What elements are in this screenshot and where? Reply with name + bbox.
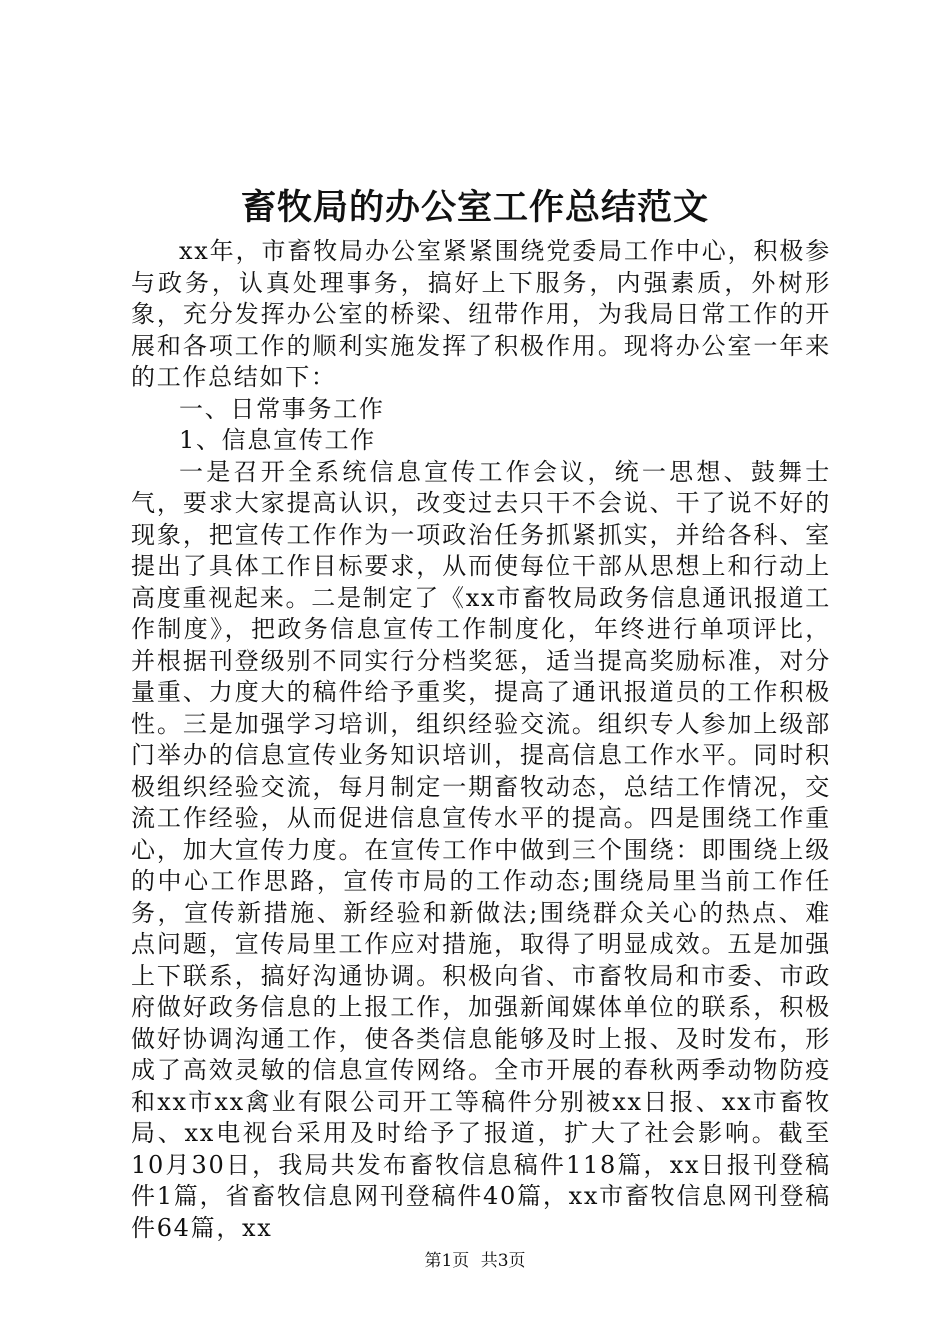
intro-paragraph: xx年，市畜牧局办公室紧紧围绕党委局工作中心，积极参与政务，认真处理事务，搞好上下服务，内强素质，外树形象，充分发挥办公室的桥梁、纽带作用，为我局日常工作的开展和各项工作的顺利实施发挥了积极作用。现将办公室一年来的工作总结如下： — [131, 237, 831, 391]
page-total: 共3页 — [480, 1251, 526, 1271]
subsection-heading: 1、信息宣传工作 — [179, 426, 376, 454]
page-footer — [0, 1250, 950, 1272]
page-title: 畜牧局的办公室工作总结范文 — [240, 187, 709, 228]
document-body — [131, 236, 831, 1244]
page-number: 第1页 — [424, 1251, 470, 1271]
section-heading: 一、日常事务工作 — [179, 394, 385, 423]
body-paragraph: 一是召开全系统信息宣传工作会议，统一思想、鼓舞士气，要求大家提高认识，改变过去只干不会说、干了说不好的现象，把宣传工作作为一项政治任务抓紧抓实，并给各科、室提出了具体工作目标要求，从而使每位干部从思想上和行动上高度重视起来。二是制定了《xx市畜牧局政务信息通讯报道工作制度》，把政务信息宣传工作制度化，年终进行单项评比，并根据刊登级别不同实行分档奖惩，适当提高奖励标准，对分量重、力度大的稿件给予重奖，提高了通讯报道员的工作积极性。三是加强学习培训，组织经验交流。组织专人参加上级部门举办的信息宣传业务知识培训，提高信息工作水平。同时积极组织经验交流，每月制定一期畜牧动态，总结工作情况，交流工作经验，从而促进信息宣传水平的提高。四是围绕工作重心，加大宣传力度。在宣传工作中做到三个围绕：即围绕上级的中心工作思路，宣传市局的工作动态;围绕局里当前工作任务，宣传新措施、新经验和新做法;围绕群众关心的热点、难点问题，宣传局里工作应对措施，取得了明显成效。五是加强上下联系，搞好沟通协调。积极向省、市畜牧局和市委、市政府做好政务信息的上报工作，加强新闻媒体单位的联系，积极做好协调沟通工作，使各类信息能够及时上报、及时发布，形成了高效灵敏的信息宣传网络。全市开展的春秋两季动物防疫和xx市xx禽业有限公司开工等稿件分别被xx日报、xx市畜牧局、xx电视台采用及时给予了报道，扩大了社会影响。截至10月30日，我局共发布畜牧信息稿件118篇，xx日报刊登稿件1篇，省畜牧信息网刊登稿件40篇，xx市畜牧信息网刊登稿件64篇，xx — [131, 457, 831, 1242]
